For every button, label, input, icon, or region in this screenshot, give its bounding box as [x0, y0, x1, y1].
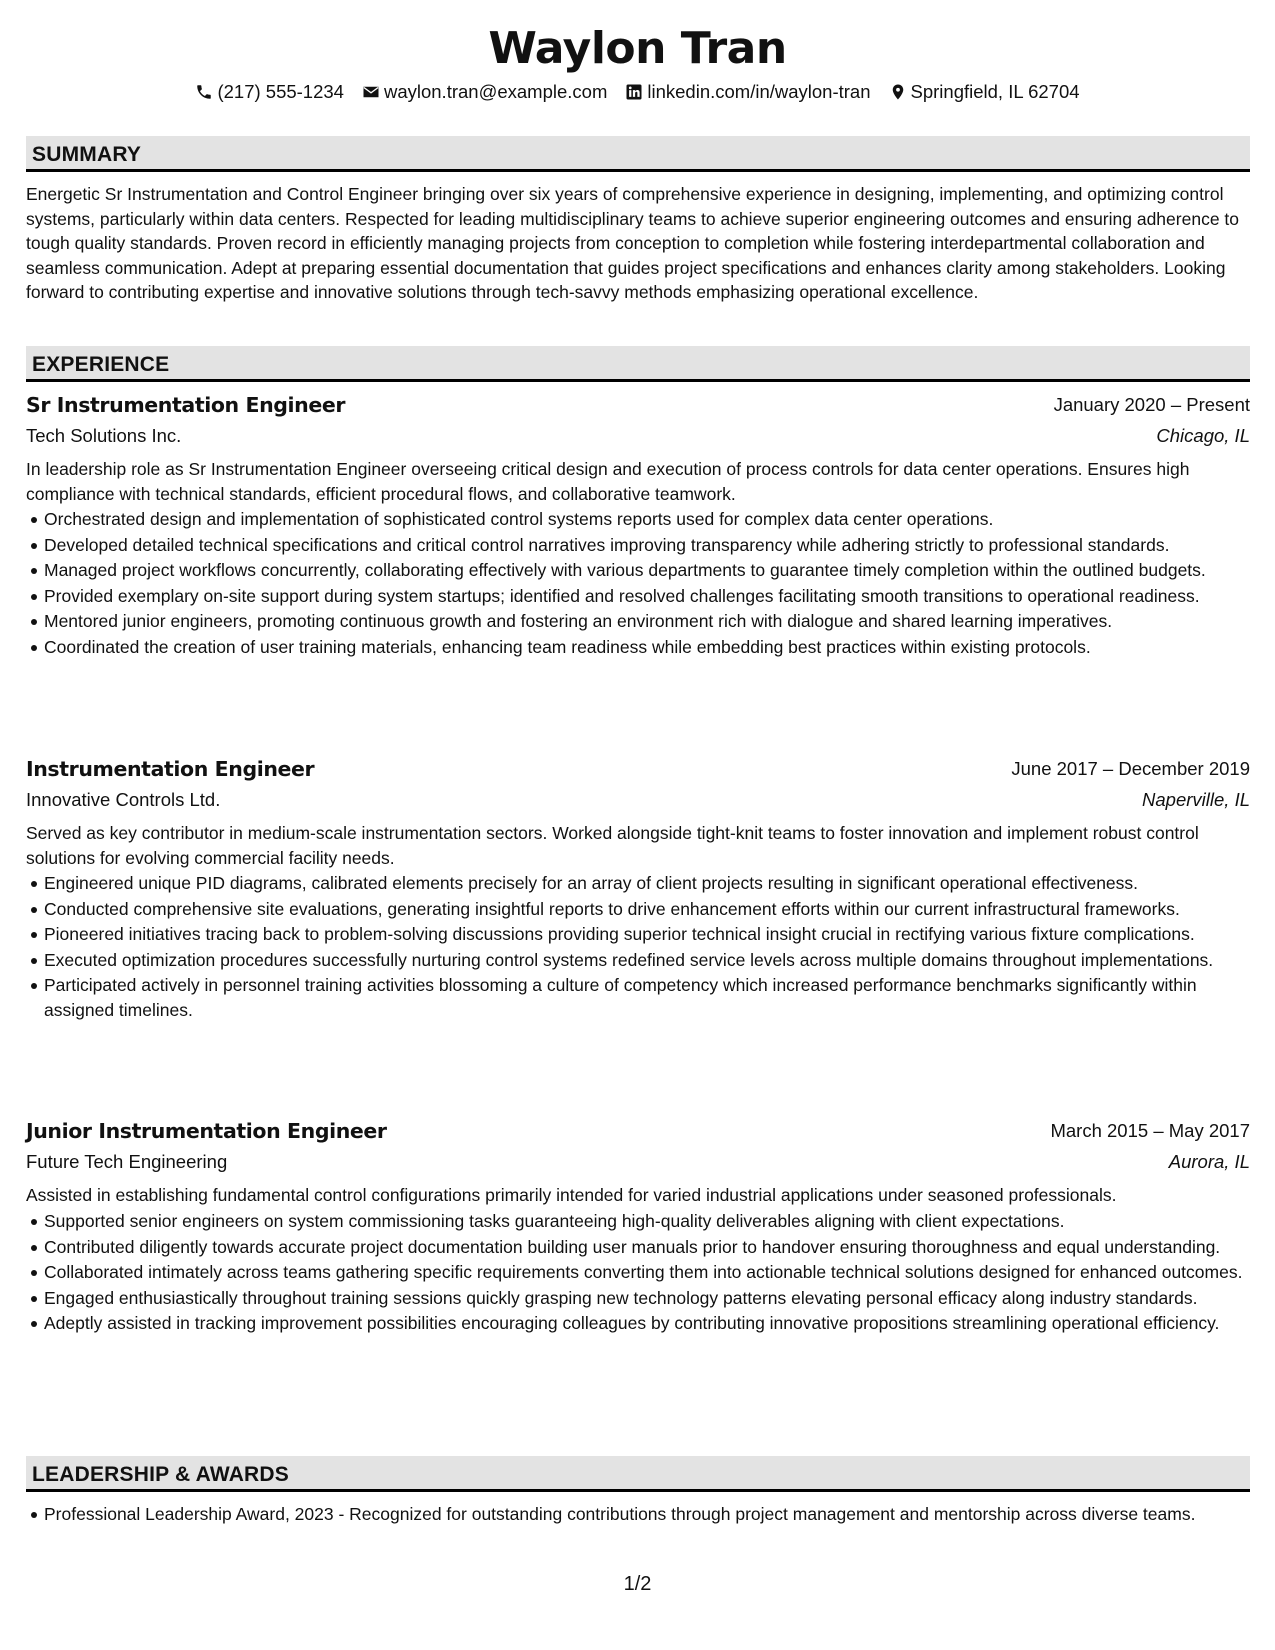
job-title: Sr Instrumentation Engineer	[26, 393, 346, 417]
list-item: Contributed diligently towards accurate project documentation building user manuals prior to handover ensuring thoroughness and equal understanding.	[26, 1235, 1250, 1260]
linkedin-text: linkedin.com/in/waylon-tran	[647, 81, 871, 102]
list-item: Conducted comprehensive site evaluations, generating insightful reports to drive enhancement efforts within our current infrastructural frameworks.	[26, 897, 1250, 922]
leadership-heading: LEADERSHIP & AWARDS	[32, 1463, 289, 1486]
summary-section-header	[26, 136, 1250, 172]
list-item: Engaged enthusiastically throughout training sessions quickly grasping new technology patterns elevating personal efficacy along industry standards.	[26, 1286, 1250, 1311]
list-item: Executed optimization procedures successfully nurturing control systems redefined service levels across multiple domains throughout implementations.	[26, 948, 1250, 973]
list-item: Mentored junior engineers, promoting continuous growth and fostering an environment rich with dialogue and shared learning imperatives.	[26, 609, 1250, 634]
page-number: 1/2	[623, 1573, 652, 1595]
job-dates: June 2017 – December 2019	[1011, 758, 1250, 779]
job-title: Junior Instrumentation Engineer	[26, 1119, 387, 1143]
envelope-icon	[362, 83, 380, 101]
contact-email[interactable]	[362, 78, 607, 106]
list-item: Supported senior engineers on system commissioning tasks guaranteeing high-quality deliverables aligning with client expectations.	[26, 1209, 1250, 1234]
leadership-section-header	[26, 1456, 1250, 1492]
phone-icon	[195, 83, 213, 101]
list-item: Professional Leadership Award, 2023 - Recognized for outstanding contributions through project management and mentorship across diverse teams.	[26, 1502, 1250, 1527]
job-bullet-list	[26, 871, 1250, 1023]
phone-text: (217) 555-1234	[217, 81, 344, 102]
list-item: Engineered unique PID diagrams, calibrated elements precisely for an array of client projects resulting in significant operational effectiveness.	[26, 871, 1250, 896]
contact-location	[889, 78, 1080, 106]
job-dates: January 2020 – Present	[1053, 394, 1250, 415]
contact-linkedin[interactable]	[625, 78, 870, 106]
contact-phone[interactable]	[195, 78, 344, 106]
list-item: Pioneered initiatives tracing back to problem-solving discussions providing superior technical insight crucial in rectifying various fixture complications.	[26, 922, 1250, 947]
job-company: Future Tech Engineering	[26, 1151, 228, 1172]
job-bullet-list	[26, 1209, 1250, 1337]
job-dates: March 2015 – May 2017	[1050, 1120, 1250, 1141]
email-text: waylon.tran@example.com	[383, 81, 608, 102]
contact-bar	[0, 78, 1275, 106]
job-location: Naperville, IL	[1142, 789, 1250, 810]
job-company: Innovative Controls Ltd.	[26, 789, 221, 810]
list-item: Developed detailed technical specifications and critical control narratives improving transparency while adhering strictly to professional standards.	[26, 533, 1250, 558]
job-title: Instrumentation Engineer	[26, 757, 315, 781]
job-description: Served as key contributor in medium-scale instrumentation sectors. Worked alongside tight-knit teams to foster innovation and implement robust control solutions for evolving commercial facility needs.	[26, 823, 1199, 868]
list-item: Managed project workflows concurrently, collaborating effectively with various departments to guarantee timely completion within the outlined budgets.	[26, 558, 1250, 583]
experience-heading: EXPERIENCE	[32, 353, 170, 376]
linkedin-icon	[625, 83, 643, 101]
job-description: In leadership role as Sr Instrumentation Engineer overseeing critical design and execution of process controls for data center operations. Ensures high compliance with technical standards, efficient procedural flows, and collaborative teamwork.	[26, 459, 1190, 504]
job-description: Assisted in establishing fundamental control configurations primarily intended for varied industrial applications under seasoned professionals.	[26, 1185, 1117, 1205]
job-bullet-list	[26, 507, 1250, 660]
location-text: Springfield, IL 62704	[910, 81, 1080, 102]
list-item: Adeptly assisted in tracking improvement possibilities encouraging colleagues by contributing innovative propositions streamlining operational efficiency.	[26, 1311, 1250, 1336]
list-item: Coordinated the creation of user training materials, enhancing team readiness while embedding best practices within existing protocols.	[26, 635, 1250, 660]
job-location: Chicago, IL	[1156, 425, 1250, 446]
candidate-name: Waylon Tran	[488, 23, 787, 74]
list-item: Participated actively in personnel training activities blossoming a culture of competency which increased performance benchmarks significantly within assigned timelines.	[26, 973, 1250, 1022]
list-item: Provided exemplary on-site support during system startups; identified and resolved challenges facilitating smooth transitions to operational readiness.	[26, 584, 1250, 609]
job-company: Tech Solutions Inc.	[26, 425, 182, 446]
summary-text: Energetic Sr Instrumentation and Control Engineer bringing over six years of comprehensive experience in designing, implementing, and optimizing control systems, particularly within data centers. Respected for leading multidisciplinary teams to achieve superior engineering outcomes and ensuring adherence to tough quality standards. Proven record in efficiently managing projects from conception to completion while fostering interdepartmental collaboration and seamless communication. Adept at preparing essential documentation that guides project specifications and enhances clarity among stakeholders. Looking forward to contributing expertise and innovative solutions through tech-savvy methods emphasizing operational excellence.	[26, 184, 1240, 302]
leadership-list	[26, 1502, 1250, 1528]
experience-section-header	[26, 346, 1250, 382]
list-item: Orchestrated design and implementation of sophisticated control systems reports used for complex data center operations.	[26, 507, 1250, 532]
summary-heading: SUMMARY	[32, 143, 142, 166]
list-item: Collaborated intimately across teams gathering specific requirements converting them into actionable technical solutions designed for enhanced outcomes.	[26, 1260, 1250, 1285]
map-marker-icon	[889, 83, 907, 101]
job-location: Aurora, IL	[1168, 1151, 1250, 1172]
